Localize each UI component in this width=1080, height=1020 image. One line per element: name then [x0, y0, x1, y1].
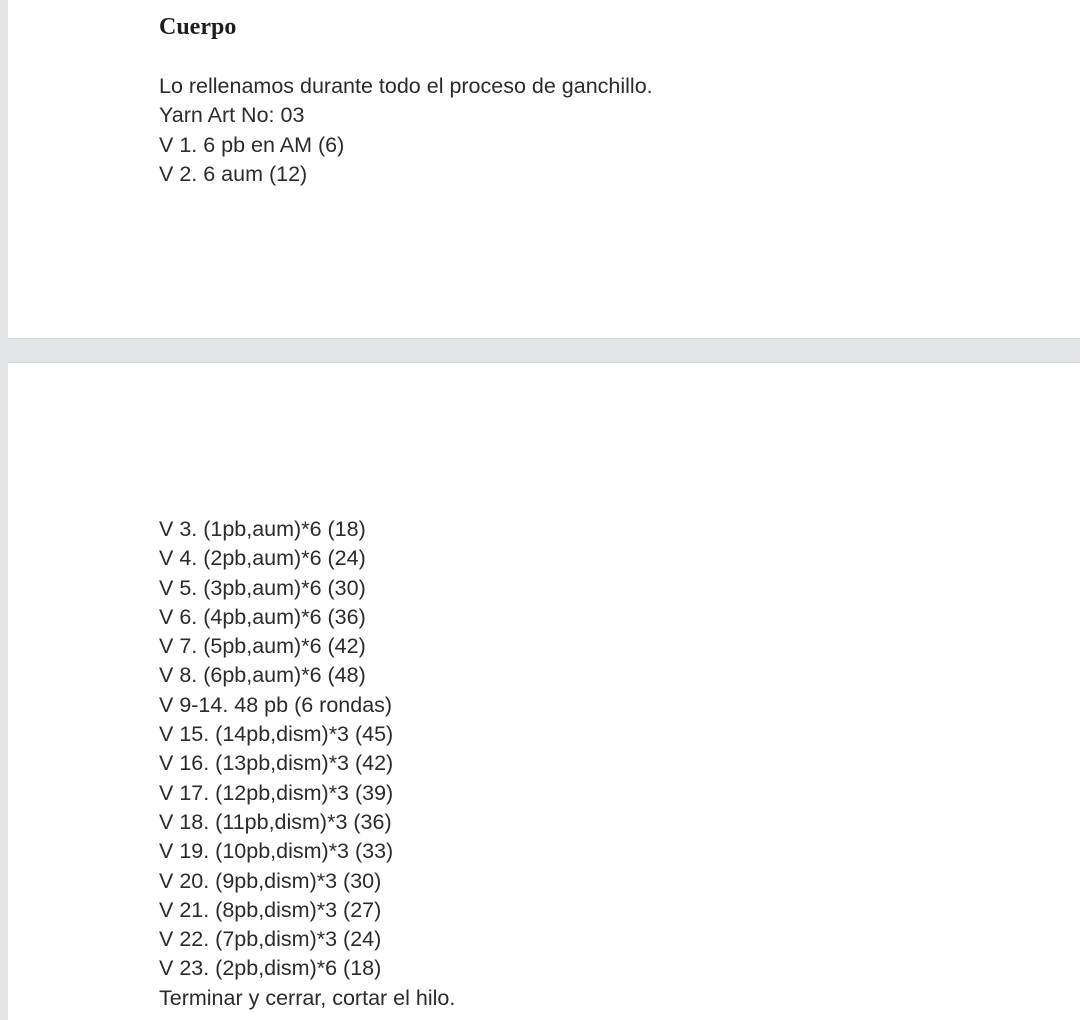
document-page-2	[8, 362, 1080, 1020]
document-page-1	[8, 0, 1080, 339]
instruction-list-1	[159, 72, 653, 189]
instruction-line: Yarn Art No: 03	[159, 103, 305, 128]
instruction-line: Lo rellenamos durante todo el proceso de ganchillo.	[159, 74, 653, 98]
instruction-line: Terminar y cerrar, cortar el hilo.	[159, 985, 456, 1010]
instruction-line: V 4. (2pb,aum)*6 (24)	[159, 546, 366, 571]
instruction-line: V 20. (9pb,dism)*3 (30)	[159, 868, 382, 893]
instruction-line: V 21. (8pb,dism)*3 (27)	[159, 897, 382, 922]
section-heading: Cuerpo	[159, 14, 237, 40]
instruction-line: V 6. (4pb,aum)*6 (36)	[159, 604, 366, 629]
instruction-line: V 9-14. 48 pb (6 rondas)	[159, 692, 393, 717]
instruction-line: V 1. 6 pb en AM (6)	[159, 132, 345, 157]
instruction-line: V 23. (2pb,dism)*6 (18)	[159, 956, 382, 981]
instruction-line: V 3. (1pb,aum)*6 (18)	[159, 517, 366, 541]
instruction-line: V 15. (14pb,dism)*3 (45)	[159, 722, 394, 747]
instruction-line: V 8. (6pb,aum)*6 (48)	[159, 663, 366, 688]
instruction-line: V 16. (13pb,dism)*3 (42)	[159, 751, 394, 776]
instruction-line: V 17. (12pb,dism)*3 (39)	[159, 780, 394, 805]
instruction-list-2	[159, 515, 455, 1013]
instruction-line: V 22. (7pb,dism)*3 (24)	[159, 927, 382, 952]
instruction-line: V 19. (10pb,dism)*3 (33)	[159, 839, 394, 864]
instruction-line: V 18. (11pb,dism)*3 (36)	[159, 809, 392, 834]
instruction-line: V 2. 6 aum (12)	[159, 161, 308, 186]
instruction-line: V 5. (3pb,aum)*6 (30)	[159, 575, 366, 600]
instruction-line: V 7. (5pb,aum)*6 (42)	[159, 634, 366, 659]
